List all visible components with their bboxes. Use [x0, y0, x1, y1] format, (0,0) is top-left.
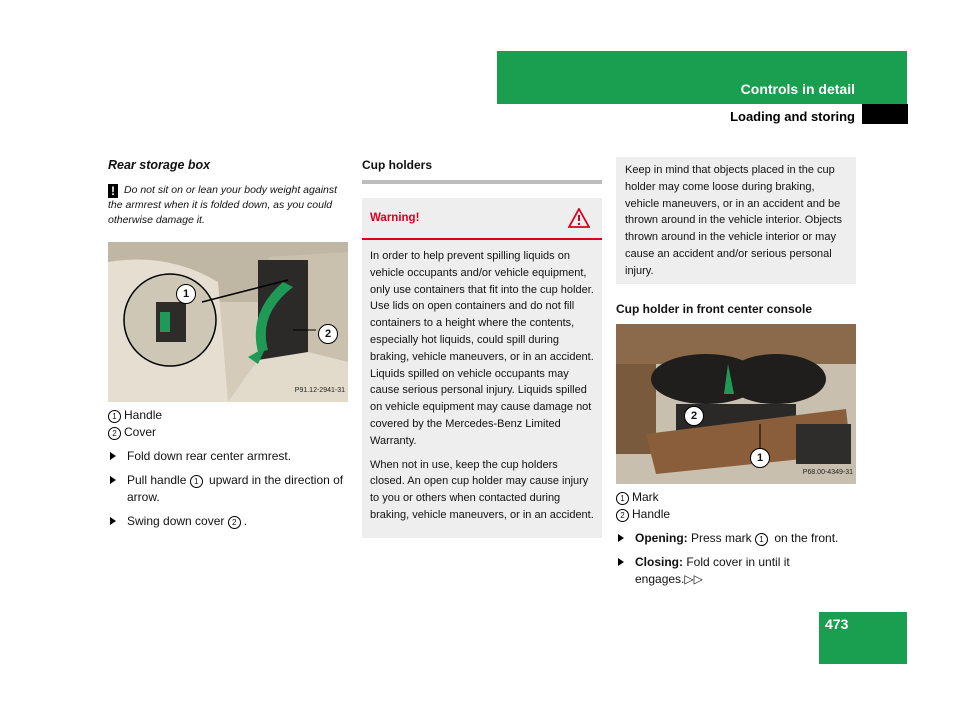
instruction-step: Swing down cover 2 . [108, 513, 348, 530]
warning-text: In order to help prevent spilling liquids on vehicle occupants and/or vehicle equipment, only use containers that fit into the cup holder. Use lids on open containers and do not fill containers to a height where the contents, especially hot liquids, could spill during braking, vehicle maneuvers, or in an accident. Liquids spilled on vehicle occupants may cause serious personal injury. Liquids spilled on vehicle equipment may cause damage not covered by the Mercedes-Benz Limited Warranty. [370, 250, 594, 447]
figure-legend [616, 489, 856, 523]
front-cup-holder-heading: Cup holder in front center console [616, 301, 813, 316]
callout-2: 2 [684, 406, 704, 426]
cup-holder-illustration [616, 324, 856, 484]
instruction-step: Closing: Fold cover in until it engages.▷▷ [616, 554, 856, 588]
column-rear-storage [108, 157, 348, 530]
section-title: Controls in detail [740, 81, 855, 97]
figure-legend [108, 407, 348, 441]
rear-storage-figure [108, 242, 348, 402]
warning-box [362, 198, 602, 538]
info-box: Keep in mind that objects placed in the cup holder may come loose during braking, vehicle maneuvers, or in an accident and be thrown around in the vehicle interior. Objects thrown around in the vehicle interior or may cause an accident and/or serious personal injury. [616, 157, 856, 284]
instruction-step: Opening: Press mark 1 on the front. [616, 530, 856, 547]
cup-holder-figure [616, 324, 856, 484]
warning-triangle-icon [568, 208, 590, 228]
warning-label: Warning! [370, 211, 420, 224]
instruction-step: Pull handle 1 upward in the direction of arrow. [108, 472, 348, 506]
legend-item: 1 Handle [108, 407, 348, 424]
legend-item: 2 Cover [108, 424, 348, 441]
warning-header [362, 198, 602, 240]
warning-text: When not in use, keep the cup holders closed. An open cup holder may cause injury to you or others when contacted during braking, vehicle maneuvers, or in an accident. [370, 458, 594, 521]
figure-code: P91.12-2941-31 [294, 387, 345, 394]
page-number: 473 [825, 616, 849, 632]
subsection-title: Loading and storing [730, 109, 855, 124]
header-tab-marker [862, 104, 908, 124]
legend-item: 1 Mark [616, 489, 856, 506]
callout-2: 2 [318, 324, 338, 344]
legend-item: 2 Handle [616, 506, 856, 523]
rear-armrest-illustration [108, 242, 348, 402]
callout-1: 1 [176, 284, 196, 304]
rear-storage-heading: Rear storage box [108, 158, 211, 172]
caution-icon: ! [108, 184, 118, 198]
heading-rule [362, 180, 602, 184]
caution-note: ! Do not sit on or lean your body weight against the armrest when it is folded down, as you could otherwise damage it. [108, 184, 338, 226]
column-cup-holders [362, 157, 602, 538]
callout-1: 1 [750, 448, 770, 468]
column-front-cup-holder [616, 157, 856, 588]
instruction-step: Fold down rear center armrest. [108, 448, 348, 465]
figure-code: P68.00-4349-31 [802, 468, 853, 476]
cup-holders-heading: Cup holders [362, 158, 433, 172]
continued-marker: ▷▷ [684, 571, 703, 586]
